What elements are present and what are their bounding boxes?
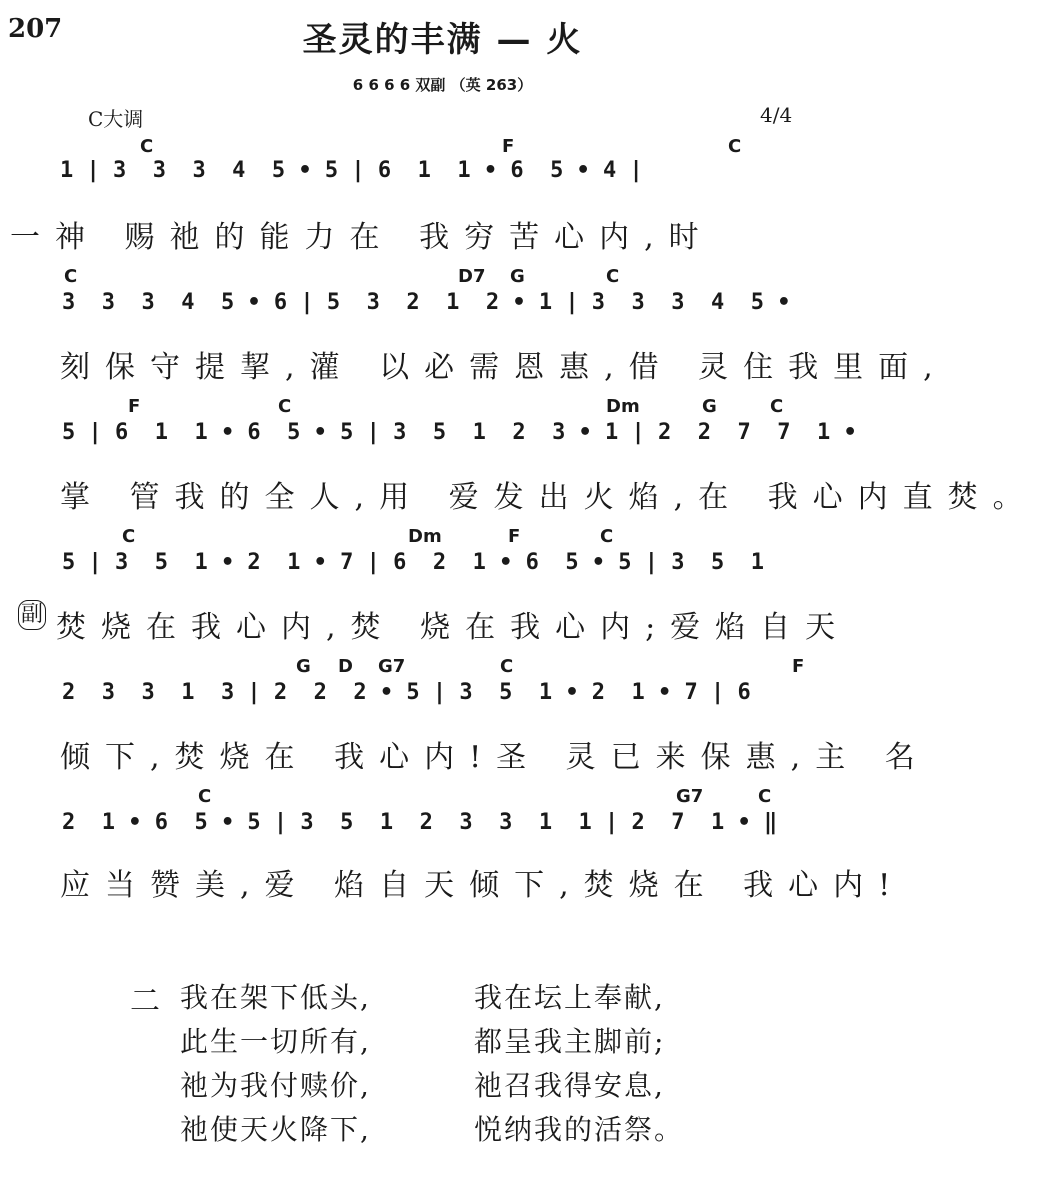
verse-line: 我在架下低头, xyxy=(180,981,371,1014)
lyric-line: 一神 赐祂的能力在 我穷苦心内,时 xyxy=(10,220,714,255)
lyric-line: 刻保守提挈,灌 以必需恩惠,借 灵住我里面, xyxy=(60,350,948,385)
verse-line: 我在坛上奉献, xyxy=(474,981,665,1014)
chord-symbol: C xyxy=(64,266,78,287)
chord-symbol: C xyxy=(500,656,514,677)
verse-line: 祂使天火降下, xyxy=(180,1113,371,1146)
chord-symbol: F xyxy=(128,396,141,417)
notation-row xyxy=(62,810,852,835)
chord-symbol: C xyxy=(600,526,614,547)
verse-line: 祂召我得安息, xyxy=(474,1069,665,1102)
lyric-line: 倾下,焚烧在 我心内!圣 灵已来保惠,主 名 xyxy=(60,740,930,775)
chord-symbol: C xyxy=(770,396,784,417)
chord-row xyxy=(0,266,885,290)
notation-row xyxy=(60,158,850,183)
chord-symbol: F xyxy=(508,526,521,547)
jianpu-notes: 2 1 • 6 5 • 5 | 3 5 1 2 3 3 1 1 | 2 7 1 • ‖ xyxy=(62,810,778,835)
hymn-title: 圣灵的丰满 — 火 xyxy=(302,20,583,60)
chord-symbol: G7 xyxy=(676,786,704,807)
chord-symbol: C xyxy=(198,786,212,807)
lyric-line: 焚烧在我心内,焚 烧在我心内;爱焰自天 xyxy=(56,610,851,645)
chord-row xyxy=(0,526,885,550)
jianpu-notes: 2 3 3 1 3 | 2 2 2 • 5 | 3 5 1 • 2 1 • 7 | 6 xyxy=(62,680,751,705)
verse-line: 悦纳我的活祭。 xyxy=(474,1113,685,1146)
hymn-number: 207 xyxy=(8,14,63,44)
lyric-line: 应当赞美,爱 焰自天倾下,焚烧在 我心内! xyxy=(60,868,906,903)
chord-symbol: G xyxy=(296,656,311,677)
chord-row xyxy=(0,786,885,810)
chord-symbol: C xyxy=(140,136,154,157)
verse-line: 祂为我付赎价, xyxy=(180,1069,371,1102)
chord-row xyxy=(0,136,885,160)
meter-line: 6 6 6 6 双副 （英 263） xyxy=(352,76,533,94)
chord-symbol: G xyxy=(510,266,525,287)
chord-symbol: G xyxy=(702,396,717,417)
chord-symbol: C xyxy=(728,136,742,157)
chord-row xyxy=(0,396,885,420)
verse-number: 二 xyxy=(130,984,160,1019)
verse-line: 都呈我主脚前; xyxy=(474,1025,666,1058)
chord-symbol: C xyxy=(758,786,772,807)
notation-row xyxy=(62,680,852,705)
notation-row xyxy=(62,420,857,445)
chord-symbol: C xyxy=(278,396,292,417)
notation-row xyxy=(62,550,852,575)
jianpu-notes: 3 3 3 4 5 • 6 | 5 3 2 1 2 • 1 | 3 3 3 4 5 • xyxy=(62,290,791,315)
chord-symbol: G7 xyxy=(378,656,406,677)
key-signature: C大调 xyxy=(88,107,144,131)
chord-row xyxy=(0,656,885,680)
chorus-tag: 副 xyxy=(18,600,46,630)
jianpu-notes: 5 | 6 1 1 • 6 5 • 5 | 3 5 1 2 3 • 1 | 2 2 7 7 1 • xyxy=(62,420,857,445)
chord-symbol: Dm xyxy=(408,526,442,547)
chord-symbol: D7 xyxy=(458,266,486,287)
chord-symbol: D xyxy=(338,656,353,677)
verse-line: 此生一切所有, xyxy=(180,1025,371,1058)
chord-symbol: F xyxy=(792,656,805,677)
notation-row xyxy=(62,290,852,315)
lyric-line: 掌 管我的全人,用 爱发出火焰,在 我心内直焚。 xyxy=(60,480,1038,515)
chord-symbol: F xyxy=(502,136,515,157)
jianpu-notes: 5 | 3 5 1 • 2 1 • 7 | 6 2 1 • 6 5 • 5 | 3 5 1 xyxy=(62,550,764,575)
chord-symbol: Dm xyxy=(606,396,640,417)
jianpu-notes: 1 | 3 3 3 4 5 • 5 | 6 1 1 • 6 5 • 4 | xyxy=(60,158,643,183)
chord-symbol: C xyxy=(122,526,136,547)
time-signature: 4/4 xyxy=(760,103,793,127)
chord-symbol: C xyxy=(606,266,620,287)
